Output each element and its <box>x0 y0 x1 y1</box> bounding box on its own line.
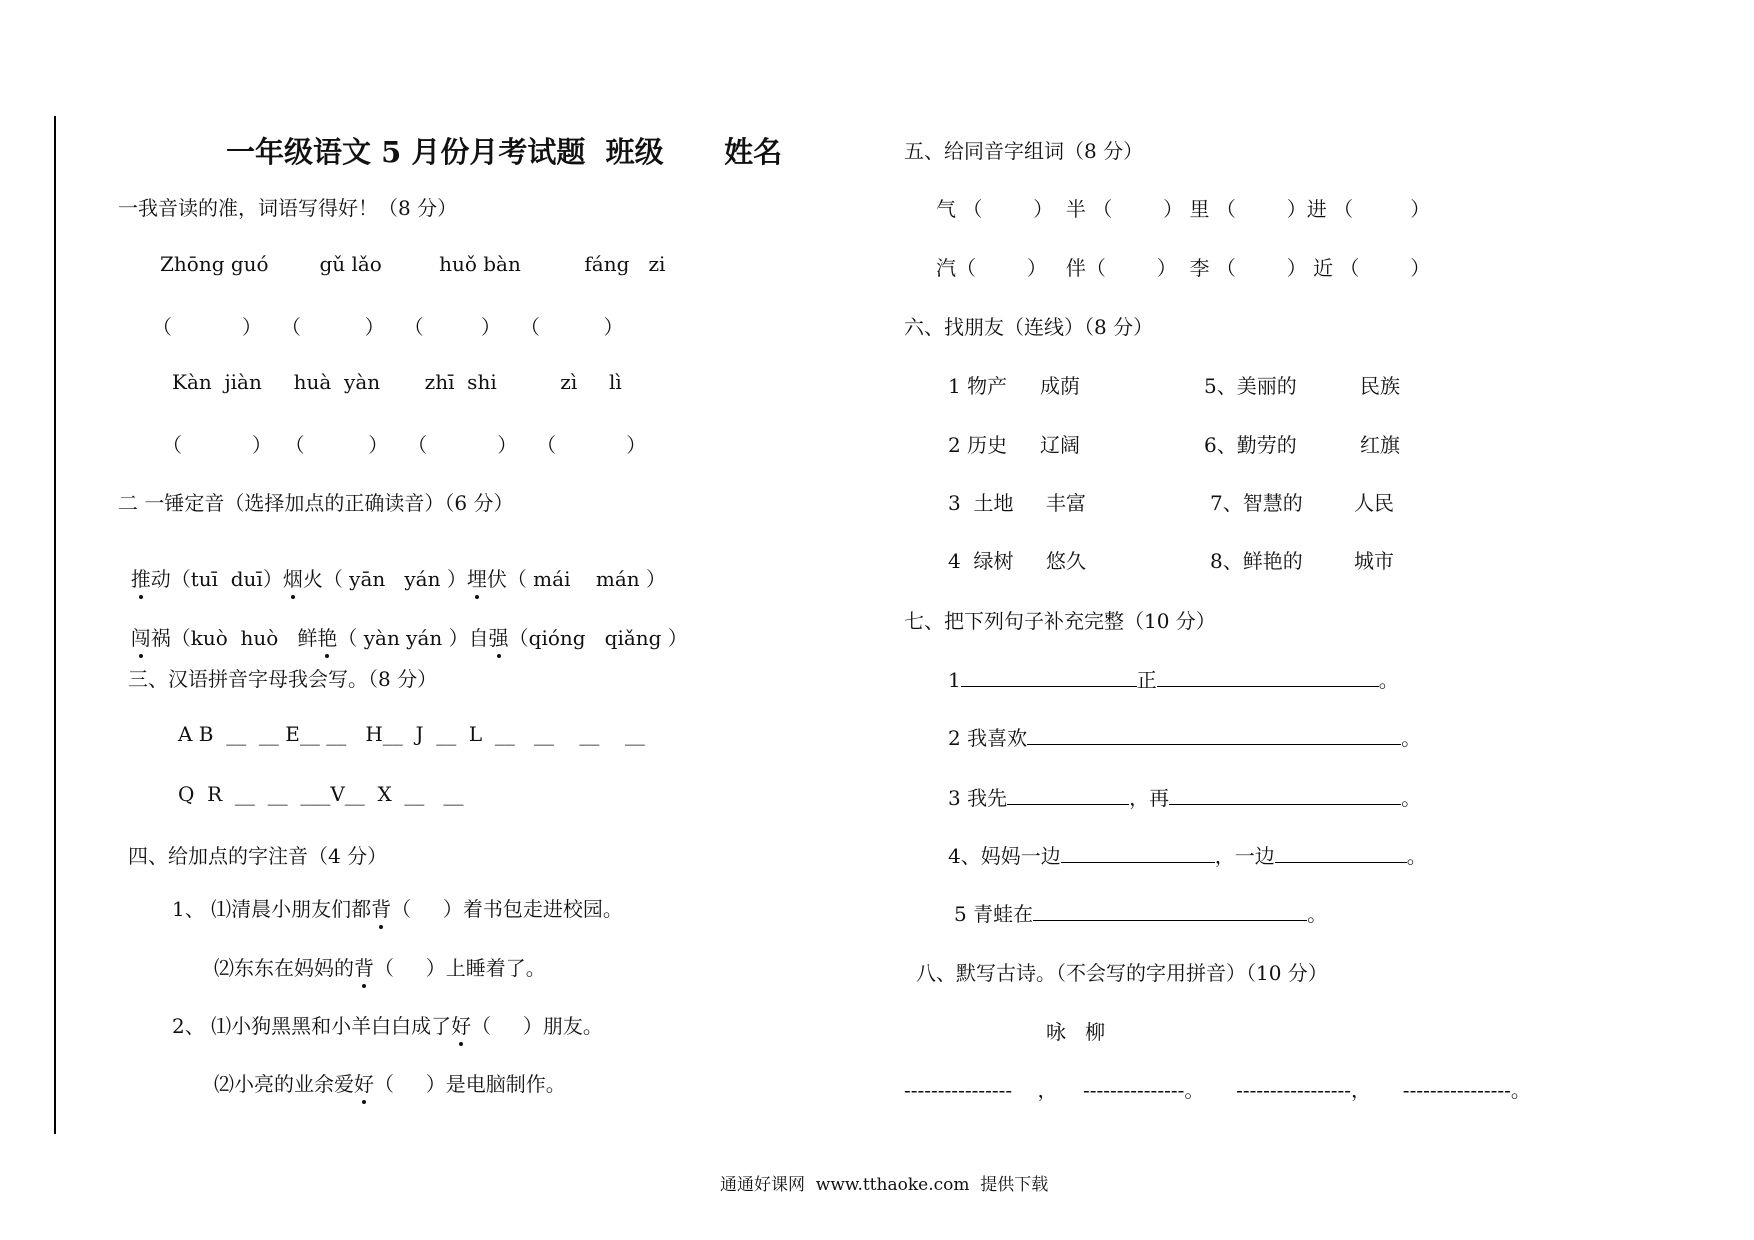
q6-right-match: 民族 <box>1360 374 1400 398</box>
footer-credit: 通通好课网 www.tthaoke.com 提供下载 <box>720 1175 1049 1195</box>
q3-letters-row-1: A B __ __ E__ __ H__ J __ L __ __ __ __ <box>178 722 645 746</box>
answer-blank[interactable] <box>1157 668 1379 687</box>
q4-sentence-text: （ ）上睡着了。 <box>374 956 546 980</box>
answer-blank[interactable] <box>961 668 1137 687</box>
q7-text: 正 <box>1136 668 1157 692</box>
q4-dotted-char: 背 <box>371 893 391 922</box>
q6-left-item: 2 历史 <box>948 433 1008 457</box>
q4-item-2b <box>214 1068 566 1097</box>
q2-reading: 伏（ mái mán ） <box>486 567 667 591</box>
q6-right-match: 红旗 <box>1360 433 1400 457</box>
answer-blank[interactable] <box>1033 902 1307 921</box>
q2-dotted-char: 推 <box>131 563 151 592</box>
answer-blank[interactable] <box>1061 844 1215 863</box>
q7-text: 4、妈妈一边 <box>948 844 1061 868</box>
margin-rule <box>54 116 56 1134</box>
q6-left-match: 辽阔 <box>1040 433 1080 457</box>
q6-right-match: 城市 <box>1354 549 1394 573</box>
q7-sentence-1 <box>948 664 1399 693</box>
q7-sentence-4 <box>948 840 1427 869</box>
q6-left-item: 3 土地 <box>948 491 1014 515</box>
q2-dotted-char: 强 <box>489 622 509 651</box>
q5-heading: 五、给同音字组词（8 分） <box>904 139 1144 163</box>
q1-pinyin-row-1: Zhōng guó gǔ lǎo huǒ bàn fáng zi <box>160 252 666 276</box>
q1-answer-row-2: （ ） （ ） （ ） （ ） <box>162 433 647 457</box>
q6-left-item: 4 绿树 <box>948 549 1014 573</box>
q6-left-item: 1 物产 <box>948 374 1008 398</box>
q2-line-1 <box>118 539 666 592</box>
q6-left-match: 悠久 <box>1046 549 1086 573</box>
q7-text: ，再 <box>1129 786 1170 810</box>
q6-right-match: 人民 <box>1354 491 1394 515</box>
q2-reading: 动（tuī duī） <box>150 567 283 591</box>
q7-sentence-5 <box>954 898 1327 927</box>
q2-line-2 <box>118 598 688 651</box>
q6-right-item: 6、勤劳的 <box>1204 433 1297 457</box>
q6-heading: 六、找朋友（连线）（8 分） <box>904 315 1154 339</box>
q4-dotted-char: 好 <box>451 1010 471 1039</box>
q2-heading: 二 一锤定音（选择加点的正确读音）（6 分） <box>118 491 514 515</box>
q6-right-item: 7、智慧的 <box>1210 491 1303 515</box>
q4-sentence-text: ⑵东东在妈妈的 <box>214 956 354 980</box>
q6-right-item: 5、美丽的 <box>1204 374 1297 398</box>
q4-sentence-text: （ ）朋友。 <box>471 1014 603 1038</box>
q1-pinyin-row-2: Kàn jiàn huà yàn zhī shi zì lì <box>172 370 622 394</box>
answer-blank[interactable] <box>1275 844 1407 863</box>
q3-letters-row-2: Q R __ __ ___V__ X __ __ <box>178 782 464 806</box>
q4-sentence-text: ⑵小亮的业余爱 <box>214 1072 354 1096</box>
q4-item-2a <box>172 1010 603 1039</box>
q6-right-item: 8、鲜艳的 <box>1210 549 1303 573</box>
q7-text: 1 <box>948 668 961 692</box>
q7-text: 。 <box>1401 726 1422 750</box>
q7-sentence-3 <box>948 782 1421 811</box>
q7-text: 。 <box>1401 786 1422 810</box>
q7-text: 。 <box>1307 902 1328 926</box>
poem-lines: ---------------- ， ---------------。 -----------------， ----------------。 <box>904 1078 1531 1102</box>
q7-text: 5 青蛙在 <box>954 902 1034 926</box>
q2-dotted-char: 烟 <box>283 563 303 592</box>
q7-heading: 七、把下列句子补充完整（10 分） <box>904 609 1216 633</box>
q8-heading: 八、默写古诗。（不会写的字用拼音）（10 分） <box>916 961 1328 985</box>
page-title: 一年级语文 5 月份月考试题 班级 姓名 <box>226 135 783 169</box>
q7-text: 。 <box>1406 844 1427 868</box>
q2-reading: （ yàn yán ）自 <box>337 626 489 650</box>
q7-sentence-2 <box>948 722 1421 751</box>
q1-heading: 一我音读的准，词语写得好！（8 分） <box>118 196 458 220</box>
q4-item-1a <box>172 893 623 922</box>
q2-dotted-char: 埋 <box>467 563 487 592</box>
answer-blank[interactable] <box>1007 786 1129 805</box>
q7-text: 3 我先 <box>948 786 1008 810</box>
poem-title: 咏 柳 <box>1046 1020 1106 1044</box>
q2-reading: 祸（kuò huò 鲜 <box>150 626 318 650</box>
q4-dotted-char: 背 <box>354 952 374 981</box>
q2-dotted-char: 艳 <box>317 622 337 651</box>
q3-heading: 三、汉语拼音字母我会写。（8 分） <box>128 667 438 691</box>
q2-reading: （qióng qiǎng ） <box>508 626 688 650</box>
q1-answer-row-1: （ ） （ ） （ ） （ ） <box>152 315 624 339</box>
answer-blank[interactable] <box>1169 786 1401 805</box>
answer-blank[interactable] <box>1027 726 1401 745</box>
q7-text: 2 我喜欢 <box>948 726 1028 750</box>
q4-sentence-text: 1、 ⑴清晨小朋友们都 <box>172 897 372 921</box>
q6-left-match: 丰富 <box>1046 491 1086 515</box>
q6-left-match: 成荫 <box>1040 374 1080 398</box>
q4-sentence-text: （ ）着书包走进校园。 <box>391 897 623 921</box>
q5-row-2: 汽（ ） 伴（ ） 李 （ ） 近 （ ） <box>936 256 1431 280</box>
q2-reading: 火（ yān yán ） <box>302 567 467 591</box>
q4-heading: 四、给加点的字注音（4 分） <box>128 844 388 868</box>
q5-row-1: 气 （ ） 半 （ ） 里 （ ）进 （ ） <box>936 197 1431 221</box>
q7-text: ，一边 <box>1214 844 1275 868</box>
q4-item-1b <box>214 952 546 981</box>
q4-dotted-char: 好 <box>354 1068 374 1097</box>
q4-sentence-text: 2、 ⑴小狗黑黑和小羊白白成了 <box>172 1014 452 1038</box>
q2-dotted-char: 闯 <box>131 622 151 651</box>
q7-text: 。 <box>1378 668 1399 692</box>
q4-sentence-text: （ ）是电脑制作。 <box>374 1072 566 1096</box>
